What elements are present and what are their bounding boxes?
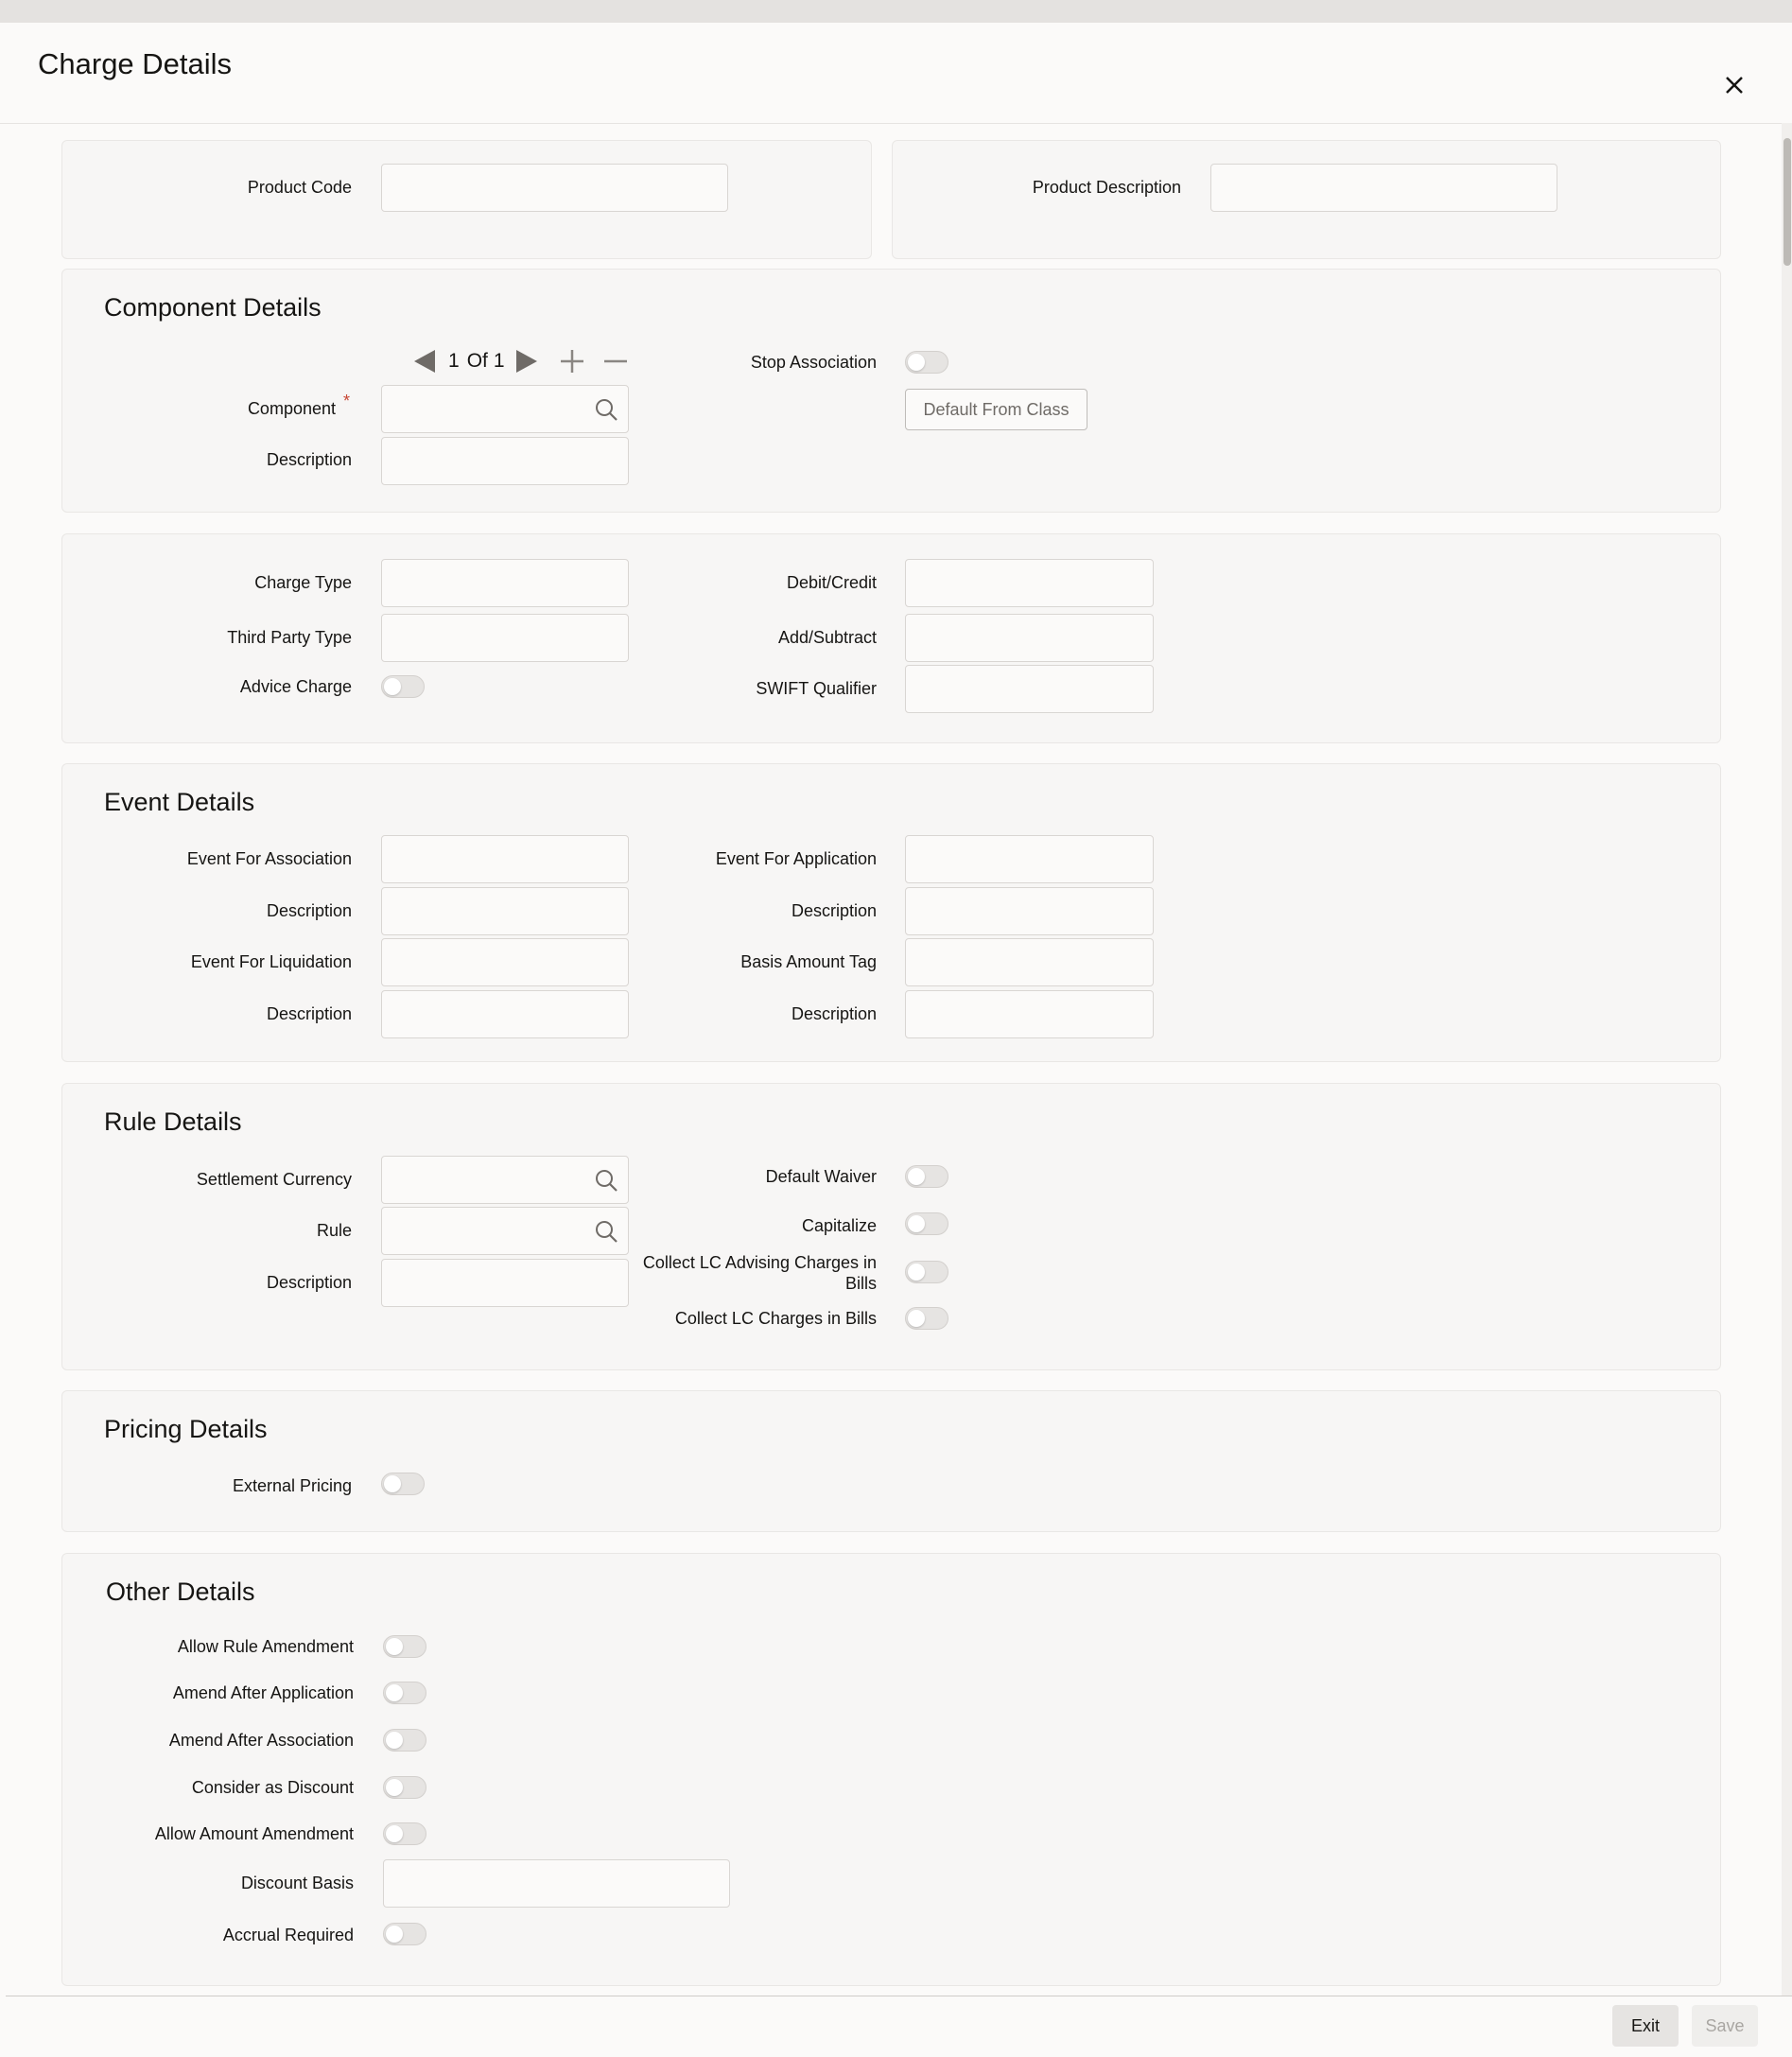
product-description-label: Product Description: [1032, 178, 1181, 197]
product-description-field[interactable]: [1210, 164, 1557, 212]
collect-lc-charges-label: Collect LC Charges in Bills: [674, 1309, 877, 1328]
amend-after-application-toggle[interactable]: [383, 1682, 426, 1704]
external-pricing-toggle[interactable]: [381, 1473, 425, 1495]
event-for-application-input[interactable]: [906, 836, 1153, 882]
swift-qualifier-field[interactable]: [905, 665, 1154, 713]
basis-amount-description-field[interactable]: [905, 990, 1154, 1038]
event-for-association-label: Event For Association: [186, 849, 352, 868]
amend-after-application-label: Amend After Application: [172, 1683, 354, 1702]
capitalize-label: Capitalize: [801, 1216, 877, 1235]
default-waiver-label: Default Waiver: [765, 1167, 877, 1186]
save-button[interactable]: Save: [1692, 2005, 1758, 2047]
event-details-title: Event Details: [104, 788, 255, 816]
external-pricing-label: External Pricing: [232, 1476, 352, 1495]
add-subtract-field[interactable]: [905, 614, 1154, 662]
other-details-panel: [61, 1553, 1721, 1986]
advice-charge-label: Advice Charge: [239, 677, 352, 696]
search-icon[interactable]: [594, 397, 618, 422]
pager-total: 1: [493, 350, 505, 372]
pricing-details-panel: [61, 1390, 1721, 1532]
rule-description-label: Description: [266, 1273, 352, 1292]
collect-lc-advising-toggle[interactable]: [905, 1261, 948, 1283]
stop-association-label: Stop Association: [750, 353, 877, 372]
discount-basis-input[interactable]: [384, 1860, 729, 1907]
rule-label: Rule: [316, 1221, 352, 1240]
event-application-description-label: Description: [791, 901, 877, 920]
allow-rule-amendment-toggle[interactable]: [383, 1635, 426, 1658]
debit-credit-label: Debit/Credit: [786, 573, 877, 592]
discount-basis-label: Discount Basis: [240, 1874, 354, 1892]
scrollbar-thumb[interactable]: [1783, 138, 1791, 266]
next-record-icon[interactable]: [514, 348, 539, 375]
allow-rule-amendment-label: Allow Rule Amendment: [177, 1637, 354, 1656]
basis-amount-tag-label: Basis Amount Tag: [740, 952, 877, 971]
swift-qualifier-input[interactable]: [906, 666, 1153, 712]
event-for-application-label: Event For Application: [715, 849, 877, 868]
capitalize-toggle[interactable]: [905, 1212, 948, 1235]
component-details-title: Component Details: [104, 293, 322, 322]
collect-lc-advising-line1: Collect LC Advising Charges in: [642, 1253, 877, 1272]
consider-as-discount-toggle[interactable]: [383, 1776, 426, 1799]
add-subtract-label: Add/Subtract: [777, 628, 877, 647]
discount-basis-field[interactable]: [383, 1859, 730, 1908]
swift-qualifier-label: SWIFT Qualifier: [756, 679, 877, 698]
dialog-header: [0, 23, 1792, 124]
component-field[interactable]: [381, 385, 629, 433]
product-code-label: Product Code: [247, 178, 352, 197]
pager-of-label: Of: [466, 350, 488, 372]
accrual-required-label: Accrual Required: [222, 1926, 354, 1944]
advice-charge-toggle[interactable]: [381, 675, 425, 698]
component-input[interactable]: [382, 386, 628, 432]
pricing-details-title: Pricing Details: [104, 1415, 268, 1443]
default-from-class-button[interactable]: Default From Class: [905, 389, 1087, 430]
rule-details-title: Rule Details: [104, 1107, 242, 1136]
top-strip: [0, 0, 1792, 23]
event-liquidation-description-label: Description: [266, 1004, 352, 1023]
basis-amount-description-label: Description: [791, 1004, 877, 1023]
consider-as-discount-label: Consider as Discount: [191, 1778, 354, 1797]
basis-amount-tag-input[interactable]: [906, 939, 1153, 985]
amend-after-association-toggle[interactable]: [383, 1729, 426, 1752]
settlement-currency-label: Settlement Currency: [196, 1170, 352, 1189]
component-required-mark: *: [343, 392, 351, 410]
collect-lc-advising-label: [565, 1252, 877, 1294]
dialog-title: Charge Details: [38, 47, 233, 80]
third-party-type-label: Third Party Type: [227, 628, 352, 647]
debit-credit-input[interactable]: [906, 560, 1153, 606]
collect-lc-advising-line2: Bills: [844, 1274, 877, 1293]
allow-amount-amendment-label: Allow Amount Amendment: [154, 1824, 354, 1843]
event-application-description-field[interactable]: [905, 887, 1154, 935]
component-label: Component: [247, 399, 336, 418]
component-description-input[interactable]: [382, 438, 628, 484]
pager-current: 1: [448, 350, 460, 372]
dialog-footer: [6, 1996, 1792, 2057]
event-for-application-field[interactable]: [905, 835, 1154, 883]
amend-after-association-label: Amend After Association: [168, 1731, 354, 1750]
component-description-field[interactable]: [381, 437, 629, 485]
default-waiver-toggle[interactable]: [905, 1165, 948, 1188]
allow-amount-amendment-toggle[interactable]: [383, 1822, 426, 1845]
debit-credit-field[interactable]: [905, 559, 1154, 607]
product-description-input[interactable]: [1211, 165, 1557, 211]
event-for-liquidation-label: Event For Liquidation: [190, 952, 352, 971]
component-description-label: Description: [266, 450, 352, 469]
basis-amount-description-input[interactable]: [906, 991, 1153, 1037]
vertical-scrollbar[interactable]: [1782, 123, 1792, 1996]
basis-amount-tag-field[interactable]: [905, 938, 1154, 986]
accrual-required-toggle[interactable]: [383, 1923, 426, 1945]
product-code-field[interactable]: [381, 164, 728, 212]
exit-button[interactable]: Exit: [1612, 2005, 1679, 2047]
close-icon[interactable]: [1719, 70, 1749, 100]
event-association-description-label: Description: [266, 901, 352, 920]
charge-type-label: Charge Type: [254, 573, 352, 592]
collect-lc-charges-toggle[interactable]: [905, 1307, 948, 1330]
stop-association-toggle[interactable]: [905, 351, 948, 374]
prev-record-icon[interactable]: [412, 348, 437, 375]
other-details-title: Other Details: [106, 1578, 255, 1606]
event-application-description-input[interactable]: [906, 888, 1153, 934]
product-code-input[interactable]: [382, 165, 727, 211]
add-subtract-input[interactable]: [906, 615, 1153, 661]
